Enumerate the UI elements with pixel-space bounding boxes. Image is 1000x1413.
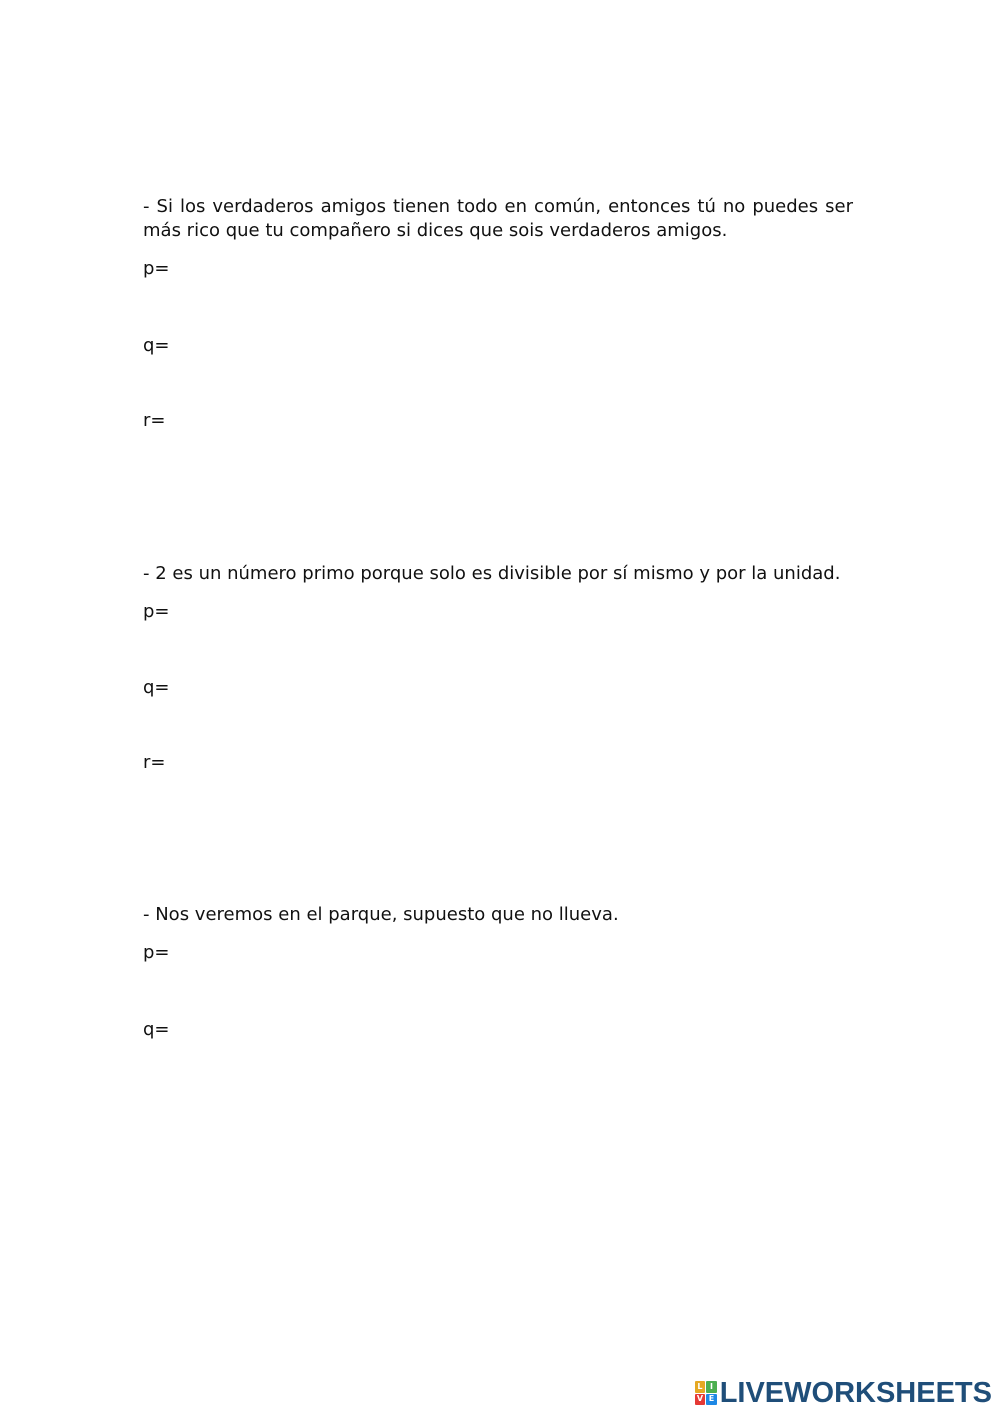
exercise-3-statement: - Nos veremos en el parque, supuesto que no llueva. <box>143 904 619 925</box>
exercise-2-answer-r[interactable] <box>173 751 813 775</box>
exercise-2-label-q: q= <box>143 677 170 698</box>
exercise-2-statement: - 2 es un número primo porque solo es divisible por sí mismo y por la unidad. <box>143 563 841 584</box>
exercise-3-label-p: p= <box>143 942 170 963</box>
logo-mark-letter-e: E <box>706 1394 717 1406</box>
exercise-1-answer-r[interactable] <box>173 409 813 433</box>
logo-mark-letter-i: I <box>706 1381 717 1393</box>
exercise-3 <box>143 903 853 1040</box>
exercise-2 <box>143 562 853 773</box>
logo-text: LIVEWORKSHEETS <box>719 1377 992 1409</box>
exercise-1-answer-p[interactable] <box>173 257 813 281</box>
exercise-1-statement: - Si los verdaderos amigos tienen todo en común, entonces tú no puedes ser más rico que tu compañero si dices que sois verdaderos amigos. <box>143 196 853 241</box>
exercise-2-label-p: p= <box>143 601 170 622</box>
exercise-2-answer-q[interactable] <box>173 676 813 700</box>
logo-mark-letter-l: L <box>695 1381 706 1393</box>
exercise-1-label-r: r= <box>143 410 166 431</box>
liveworksheets-mark-icon <box>695 1381 717 1405</box>
exercise-3-answer-p[interactable] <box>173 941 813 965</box>
exercise-2-label-r: r= <box>143 752 166 773</box>
exercise-1-label-p: p= <box>143 258 170 279</box>
logo-mark-letter-v: V <box>695 1394 706 1406</box>
liveworksheets-logo <box>695 1377 992 1409</box>
exercise-1 <box>143 195 853 431</box>
exercise-2-answer-p[interactable] <box>173 600 813 624</box>
exercise-1-answer-q[interactable] <box>173 334 813 358</box>
exercise-1-label-q: q= <box>143 335 170 356</box>
exercise-3-answer-q[interactable] <box>173 1018 813 1042</box>
exercise-3-label-q: q= <box>143 1019 170 1040</box>
